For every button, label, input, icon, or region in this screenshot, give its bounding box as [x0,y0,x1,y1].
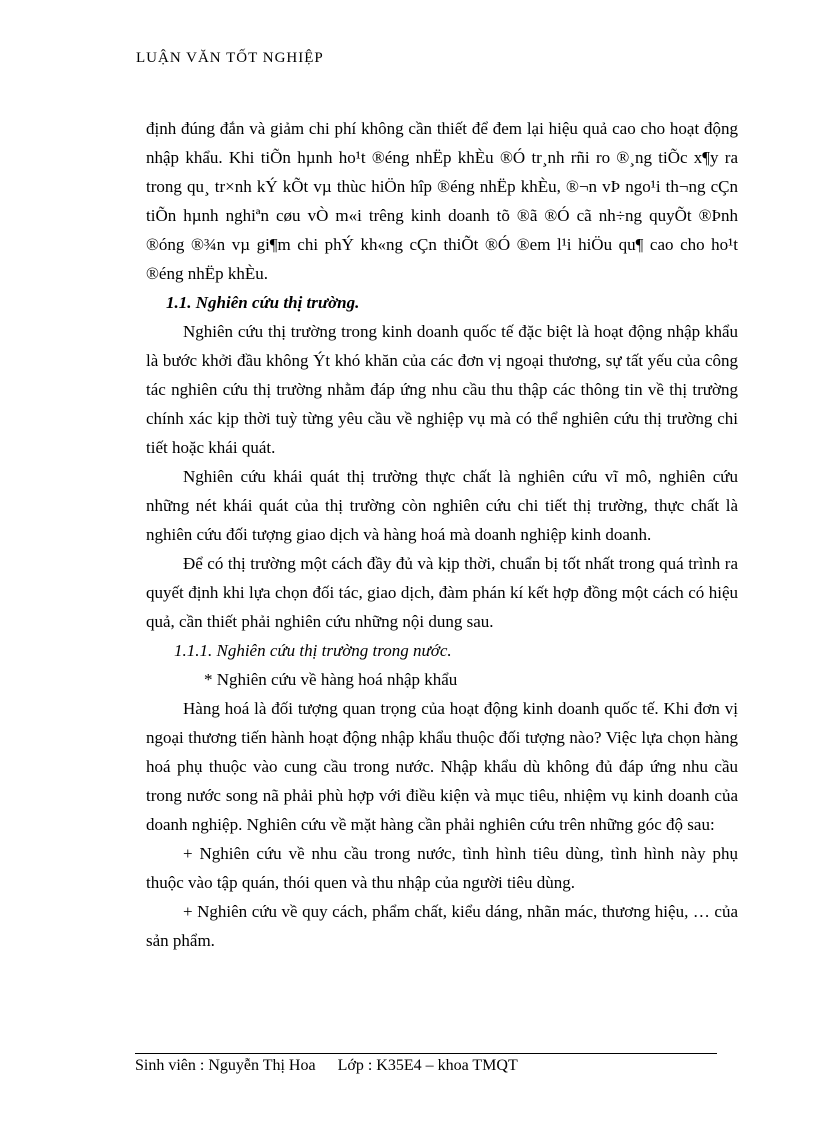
section-heading-1-1: 1.1. Nghiên cứu thị trường. [166,293,360,312]
paragraph-timely-market: Để có thị trường một cách đầy đủ và kịp thời, chuẩn bị tốt nhất trong quá trình ra quyết định khi lựa chọn đối tác, giao dịch, đàm phán kí kết hợp đồng một cách có hiệu quả, cần thiết phải nghiên cứu những nội dung sau. [146,554,738,631]
page-header-title: LUẬN VĂN TỐT NGHIỆP [136,50,324,66]
footer-class-info: Lớp : K35E4 – khoa TMQT [337,1057,518,1074]
page-footer [135,1057,518,1075]
paragraph-domestic-demand: + Nghiên cứu về nhu cầu trong nước, tình hình tiêu dùng, tình hình này phụ thuộc vào tập quán, thói quen và thu nhập của người tiêu dùng. [146,844,738,892]
footer-student: Sinh viên : Nguyễn Thị Hoa [135,1057,316,1074]
paragraph-specifications: + Nghiên cứu về quy cách, phẩm chất, kiểu dáng, nhãn mác, thương hiệu, … của sản phẩm. [146,902,738,950]
paragraph-general-research: Nghiên cứu khái quát thị trường thực chất là nghiên cứu vĩ mô, nghiên cứu những nét khái quát của thị trường còn nghiên cứu chi tiết thị trường, thực chất là nghiên cứu đối tượng giao dịch và hàng hoá mà doanh nghiệp kinh doanh. [146,467,738,544]
subsection-heading-1-1-1: 1.1.1. Nghiên cứu thị trường trong nước. [174,641,452,660]
paragraph-market-research: Nghiên cứu thị trường trong kinh doanh quốc tế đặc biệt là hoạt động nhập khẩu là bước khởi đầu không Ýt khó khăn của các đơn vị ngoại thương, sự tất yếu của công tác nghiên cứu thị trường nhằm đáp ứng nhu cầu thu thập các thông tin về thị trường chính xác kịp thời tuỳ từng yêu cầu về nghiệp vụ mà có thể nghiên cứu thị trường chi tiết hoặc khái quát. [146,322,738,457]
footer-divider [135,1053,717,1054]
document-body [146,114,738,955]
bullet-goods-research: * Nghiên cứu về hàng hoá nhập khẩu [204,670,458,689]
intro-paragraph: định đúng đắn và giảm chi phí không cần thiết để đem lại hiệu quả cao cho hoạt động nhập khẩu. Khi tiÕn hµnh ho¹t ®éng nhËp khÈu ®Ó tr¸nh rñi ro ®¸ng tiÕc x¶y ra trong qu¸ tr×nh kÝ kÕt vµ thùc hiÖn hîp ®éng nhËp khÈu, ®¬n vÞ ngo¹i th¬ng cÇn tiÕn hµnh nghiªn cøu vÒ m«i trêng kinh doanh tõ ®ã ®Ó cã nh÷ng quyÕt ®Þnh ®óng ®¾n vµ gi¶m chi phÝ kh«ng cÇn thiÕt ®Ó ®em l¹i hiÖu qu¶ cao cho ho¹t ®éng nhËp khÈu. [146,119,738,283]
paragraph-goods: Hàng hoá là đối tượng quan trọng của hoạt động kinh doanh quốc tế. Khi đơn vị ngoại thương tiến hành hoạt động nhập khẩu thuộc đối tượng nào? Việc lựa chọn hàng hoá phụ thuộc vào cung cầu trong nước. Nhập khẩu dù không đủ đáp ứng nhu cầu trong nước song nã phải phù hợp với điều kiện và mục tiêu, nhiệm vụ kinh doanh của doanh nghiệp. Nghiên cứu về mặt hàng cần phải nghiên cứu trên những góc độ sau: [146,699,738,834]
